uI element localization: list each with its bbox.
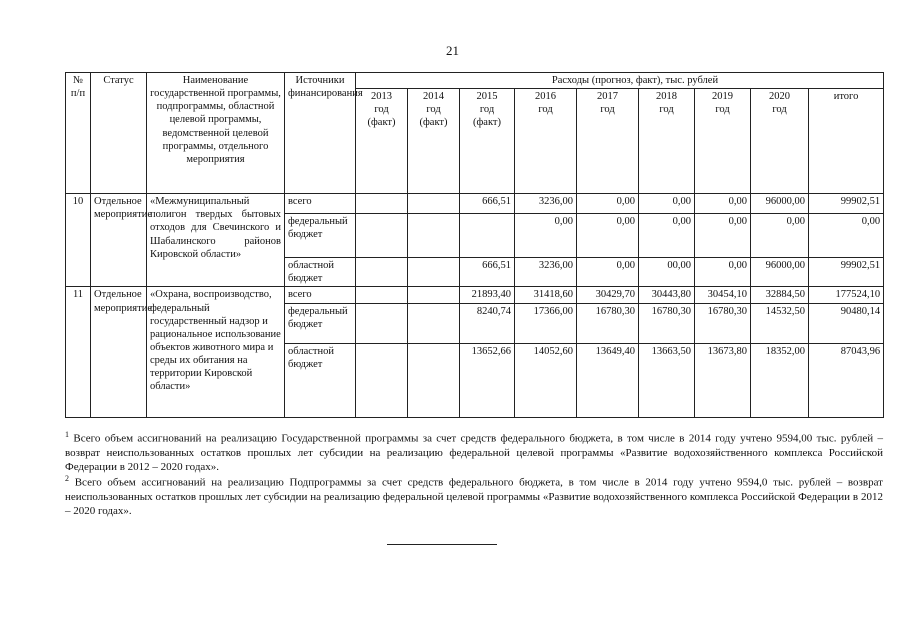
header-status: Статус [91, 73, 147, 194]
cell-value: 0,00 [639, 194, 695, 214]
cell-total: 99902,51 [809, 194, 884, 214]
header-year-2019: 2019 год [695, 89, 751, 194]
footnote-text: Всего объем ассигнований на реализацию Подпрограммы за счет средств федерального бюджета, в том числе в 2014 году учтено 9594,0 тыс. рублей – возврат неиспользованных остатков прошлых лет субсидии на реализацию федеральной целевой программы «Развитие водохозяйственного комплекса Российской Федерации в 2012 – 2020 годах». [65, 476, 883, 518]
cell-value: 0,00 [695, 194, 751, 214]
cell-value [356, 287, 408, 303]
header-total: итого [809, 89, 884, 194]
header-name: Наименование государственной программы, подпрограммы, областной целевой программы, ведомственной целевой программы, отдельного мероприятия [147, 73, 285, 194]
cell-value [408, 287, 460, 303]
table-row [66, 287, 884, 303]
cell-value: 13649,40 [577, 343, 639, 417]
header-num: № п/п [66, 73, 91, 194]
cell-value [408, 343, 460, 417]
cell-value [408, 214, 460, 258]
row-source: областной бюджет [285, 343, 356, 417]
cell-value: 32884,50 [751, 287, 809, 303]
footnote-mark: 2 [65, 474, 69, 483]
header-expenses: Расходы (прогноз, факт), тыс. рублей [356, 73, 884, 89]
cell-value: 14532,50 [751, 303, 809, 343]
cell-value: 30443,80 [639, 287, 695, 303]
cell-total: 99902,51 [809, 258, 884, 287]
page-number: 21 [446, 43, 459, 58]
table-row [66, 194, 884, 214]
cell-total: 177524,10 [809, 287, 884, 303]
cell-value: 0,00 [751, 214, 809, 258]
cell-value: 0,00 [577, 214, 639, 258]
row-name: «Межмуниципальный полигон твердых бытовых отходов для Свечинского и Шабалинского районов Кировской области» [147, 194, 285, 287]
cell-value: 31418,60 [515, 287, 577, 303]
cell-value: 13652,66 [460, 343, 515, 417]
cell-total: 0,00 [809, 214, 884, 258]
cell-value [356, 258, 408, 287]
footnote-text: Всего объем ассигнований на реализацию Государственной программы за счет средств федерального бюджета, в том числе в 2014 году учтено 9594,00 тыс. рублей – возврат неиспользованных остатков прошлых лет субсидии на реализацию федеральной целевой программы «Развитие водохозяйственного комплекса Российской Федерации в 2012 – 2020 годах». [65, 432, 883, 474]
divider-line [387, 544, 497, 545]
cell-value: 0,00 [577, 194, 639, 214]
cell-value: 17366,00 [515, 303, 577, 343]
cell-value: 30429,70 [577, 287, 639, 303]
footnote-2 [65, 474, 883, 519]
cell-value [356, 194, 408, 214]
cell-value [356, 343, 408, 417]
cell-value: 16780,30 [639, 303, 695, 343]
expenses-table [65, 72, 884, 418]
cell-value [356, 303, 408, 343]
cell-total: 90480,14 [809, 303, 884, 343]
cell-value: 3236,00 [515, 194, 577, 214]
cell-value [356, 214, 408, 258]
cell-value: 0,00 [515, 214, 577, 258]
cell-value [460, 214, 515, 258]
footnote-mark: 1 [65, 430, 69, 439]
footnote-1 [65, 430, 883, 475]
cell-value: 666,51 [460, 194, 515, 214]
row-source: всего [285, 194, 356, 214]
cell-value: 21893,40 [460, 287, 515, 303]
row-source: федеральный бюджет [285, 214, 356, 258]
row-source: областной бюджет [285, 258, 356, 287]
header-year-2017: 2017 год [577, 89, 639, 194]
row-status: Отдельное мероприятие [91, 194, 147, 287]
row-num: 11 [66, 287, 91, 417]
cell-value: 16780,30 [577, 303, 639, 343]
header-year-2015: 2015 год (факт) [460, 89, 515, 194]
cell-value: 13663,50 [639, 343, 695, 417]
cell-value: 14052,60 [515, 343, 577, 417]
cell-value: 666,51 [460, 258, 515, 287]
cell-value: 96000,00 [751, 194, 809, 214]
cell-value: 30454,10 [695, 287, 751, 303]
row-source: всего [285, 287, 356, 303]
cell-value: 00,00 [639, 258, 695, 287]
row-num: 10 [66, 194, 91, 287]
header-year-2013: 2013 год (факт) [356, 89, 408, 194]
cell-value: 0,00 [695, 258, 751, 287]
row-status: Отдельное мероприятие [91, 287, 147, 417]
cell-value: 3236,00 [515, 258, 577, 287]
header-year-2018: 2018 год [639, 89, 695, 194]
header-year-2016: 2016 год [515, 89, 577, 194]
cell-value [408, 194, 460, 214]
header-source: Источники финансирования [285, 73, 356, 194]
row-name: «Охрана, воспроизводство, федеральный государственный надзор и рациональное использование объектов животного мира и среды их обитания на территории Кировской области» [147, 287, 285, 417]
cell-value: 96000,00 [751, 258, 809, 287]
cell-value: 0,00 [577, 258, 639, 287]
row-source: федеральный бюджет [285, 303, 356, 343]
cell-value: 0,00 [639, 214, 695, 258]
cell-value: 0,00 [695, 214, 751, 258]
cell-value [408, 258, 460, 287]
cell-value: 8240,74 [460, 303, 515, 343]
cell-value [408, 303, 460, 343]
cell-total: 87043,96 [809, 343, 884, 417]
cell-value: 18352,00 [751, 343, 809, 417]
cell-value: 13673,80 [695, 343, 751, 417]
header-year-2020: 2020 год [751, 89, 809, 194]
header-year-2014: 2014 год (факт) [408, 89, 460, 194]
cell-value: 16780,30 [695, 303, 751, 343]
